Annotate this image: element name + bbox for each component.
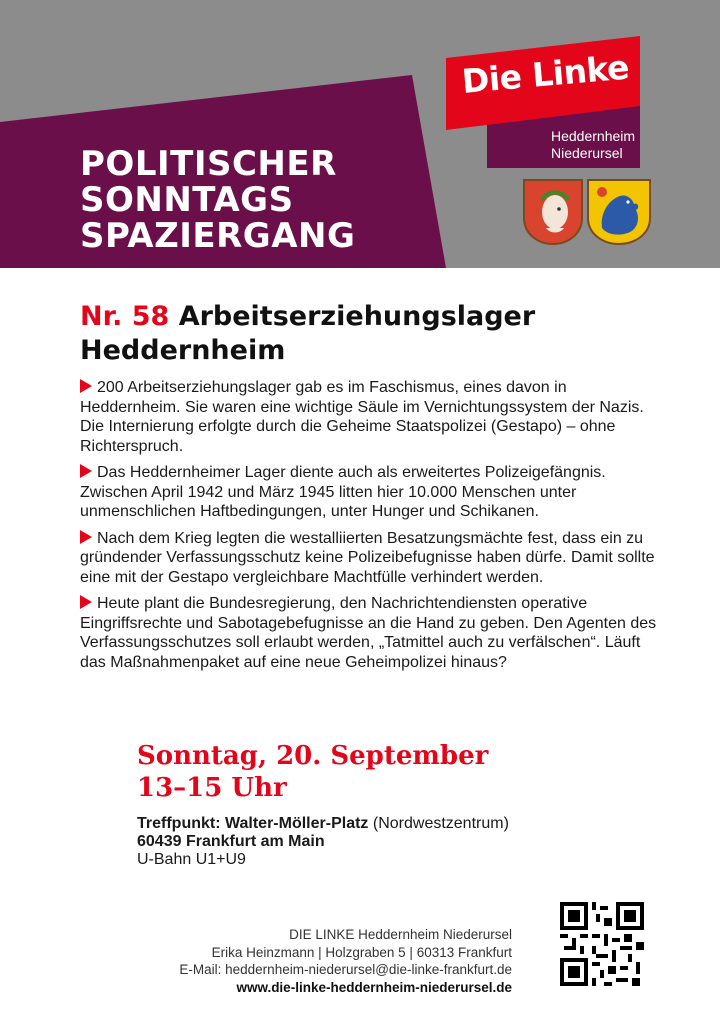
heading-title-line2: Heddernheim xyxy=(80,335,286,366)
footer-org: DIE LINKE Heddernheim Niederursel xyxy=(289,927,512,942)
meeting-label: Treffpunkt: Walter-Möller-Platz xyxy=(137,815,369,832)
footer-contact xyxy=(179,926,512,996)
paragraph: Heute plant die Bundesregierung, den Nachrichtendiensten operative Eingriffsrechte und Sabotagebefugnisse an die Hand zu geben. Den Agenten des Verfassungsschutzes soll erlaubt werden, „Tatmittel auch zu verfälschen“. Läuft das Maßnahmenpaket auf eine neue Geheimpolizei hinaus? xyxy=(80,595,657,671)
crests xyxy=(522,178,652,246)
meeting-point xyxy=(137,815,657,869)
niederursel-lion-crest-icon xyxy=(588,180,650,244)
footer-email[interactable]: E-Mail: heddernheim-niederursel@die-linke-frankfurt.de xyxy=(179,962,512,977)
article-heading xyxy=(80,300,670,368)
paragraph: Nach dem Krieg legten die westalliierten Besatzungsmächte fest, dass ein zu gründender Verfassungsschutz keine Polizeibefugnisse haben dürfe. Damit sollte eine mit der Gestapo vergleichbare Machtfülle verhindert werden. xyxy=(80,529,655,586)
paragraph: Das Heddernheimer Lager diente auch als erweitertes Polizeigefängnis. Zwischen April 1942 und März 1945 litten hier 10.000 Menschen unter unmenschlichen Haftbedingungen, unter Hunger und Schikanen. xyxy=(80,464,606,520)
paragraph: 200 Arbeitserziehungslager gab es im Faschismus, eines davon in Heddernheim. Sie waren eine wichtige Säule im Vernichtungssystem der Nazis. Die Internierung erfolgte durch die Geheime Staatspolizei (Gestapo) – ohne Richterspruch. xyxy=(80,379,644,455)
transit-info: U-Bahn U1+U9 xyxy=(137,851,246,868)
heddernheim-crest-icon xyxy=(524,180,582,244)
event-info xyxy=(137,740,637,804)
meeting-city: 60439 Frankfurt am Main xyxy=(137,833,325,850)
heading-title-line1: Arbeitserziehungslager xyxy=(178,301,536,332)
bullet-triangle-icon xyxy=(80,464,92,478)
issue-number: Nr. 58 xyxy=(80,301,170,332)
qr-code-icon[interactable] xyxy=(560,902,644,986)
footer-address: Erika Heinzmann | Holzgraben 5 | 60313 Frankfurt xyxy=(211,944,512,960)
bullet-triangle-icon xyxy=(80,595,92,609)
page-title: POLITISCHER SONNTAGS SPAZIERGANG xyxy=(80,144,356,256)
bullet-triangle-icon xyxy=(80,530,92,544)
event-date: Sonntag, 20. September xyxy=(137,741,489,771)
meeting-note: (Nordwestzentrum) xyxy=(372,815,509,832)
article-body xyxy=(80,378,660,679)
footer-website-link[interactable]: www.die-linke-heddernheim-niederursel.de xyxy=(236,979,512,995)
event-time: 13–15 Uhr xyxy=(137,773,287,803)
bullet-triangle-icon xyxy=(80,379,92,393)
party-logo: Die Linke xyxy=(460,47,631,101)
local-group-name: Heddernheim Niederursel xyxy=(551,128,636,161)
